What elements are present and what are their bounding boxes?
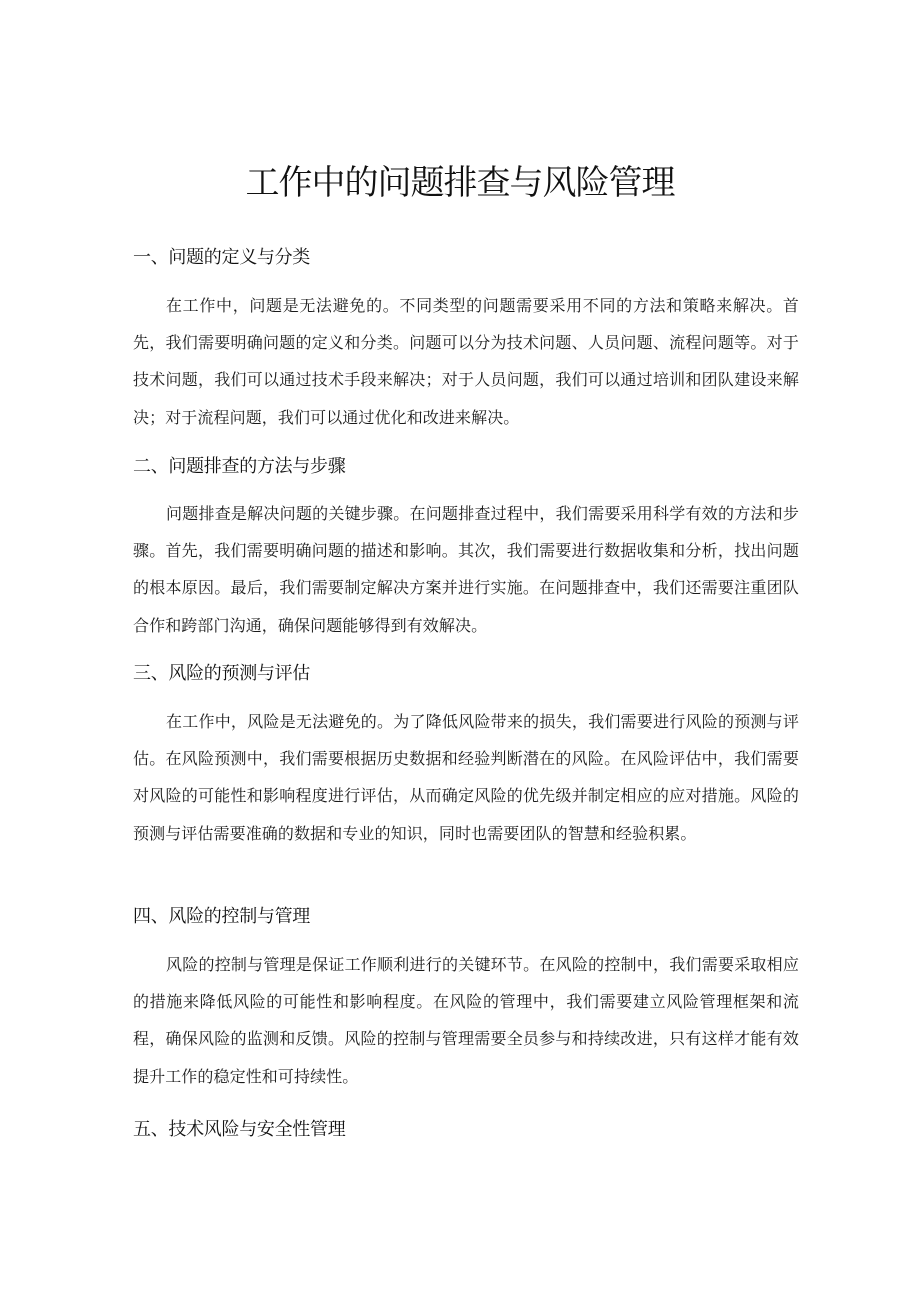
section-heading-4: 四、风险的控制与管理 [133, 906, 310, 927]
section-heading-3: 三、风险的预测与评估 [133, 663, 310, 684]
section-paragraph-2: 问题排查是解决问题的关键步骤。在问题排查过程中，我们需要采用科学有效的方法和步骤。首先，我们需要明确问题的描述和影响。其次，我们需要进行数据收集和分析，找出问题的根本原因。最后，我们需要制定解决方案并进行实施。在问题排查中，我们还需要注重团队合作和跨部门沟通，确保问题能够得到有效解决。 [133, 504, 799, 635]
section-paragraph-1: 在工作中，问题是无法避免的。不同类型的问题需要采用不同的方法和策略来解决。首先，我们需要明确问题的定义和分类。问题可以分为技术问题、人员问题、流程问题等。对于技术问题，我们可以通过技术手段来解决；对于人员问题，我们可以通过培训和团队建设来解决；对于流程问题，我们可以通过优化和改进来解决。 [133, 296, 799, 427]
section-heading-2: 二、问题排查的方法与步骤 [133, 456, 346, 477]
section-paragraph-3: 在工作中，风险是无法避免的。为了降低风险带来的损失，我们需要进行风险的预测与评估。在风险预测中，我们需要根据历史数据和经验判断潜在的风险。在风险评估中，我们需要对风险的可能性和影响程度进行评估，从而确定风险的优先级并制定相应的应对措施。风险的预测与评估需要准确的数据和专业的知识，同时也需要团队的智慧和经验积累。 [133, 712, 799, 843]
document-title: 工作中的问题排查与风险管理 [245, 163, 675, 203]
section-paragraph-4: 风险的控制与管理是保证工作顺利进行的关键环节。在风险的控制中，我们需要采取相应的措施来降低风险的可能性和影响程度。在风险的管理中，我们需要建立风险管理框架和流程，确保风险的监测和反馈。风险的控制与管理需要全员参与和持续改进，只有这样才能有效提升工作的稳定性和可持续性。 [133, 955, 799, 1086]
section-heading-5: 五、技术风险与安全性管理 [133, 1119, 346, 1140]
section-heading-1: 一、问题的定义与分类 [133, 247, 310, 268]
